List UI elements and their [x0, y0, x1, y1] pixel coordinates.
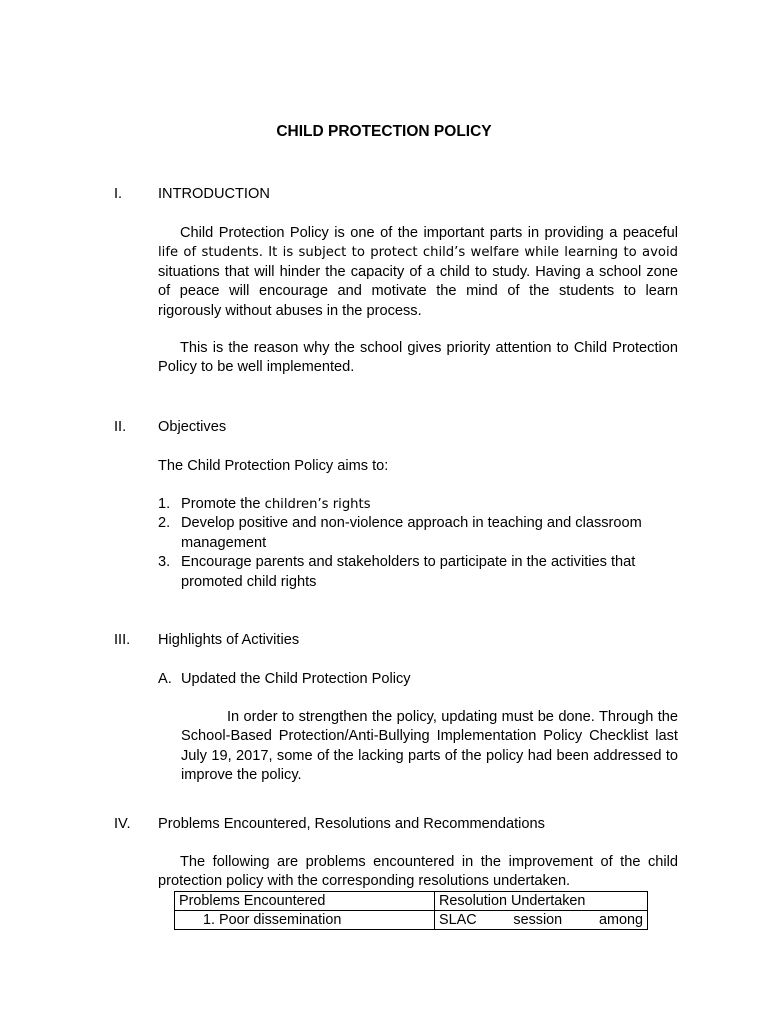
problems-resolutions-table	[174, 891, 648, 930]
introduction-paragraph-1	[158, 224, 678, 321]
list-item	[158, 514, 678, 553]
list-number: 2.	[158, 515, 171, 532]
section-number: IV.	[114, 816, 131, 832]
section-label: INTRODUCTION	[158, 186, 270, 202]
section-label: Highlights of Activities	[158, 632, 300, 648]
list-text-emphasis: children’s rights	[264, 497, 371, 512]
section-label: Objectives	[158, 419, 227, 435]
highlights-paragraph: In order to strengthen the policy, updating must be done. Through the School-Based Protection/Anti-Bullying Implementation Policy Checklist last July 19, 2017, some of the lacking parts of the policy had been addressed to improve the policy.	[181, 709, 678, 784]
introduction-paragraph-2: This is the reason why the school gives priority attention to Child Protection Policy to be well implemented.	[158, 340, 678, 376]
problems-paragraph: The following are problems encountered in the improvement of the child protection policy with the corresponding resolutions undertaken.	[158, 854, 678, 890]
section-number: II.	[114, 419, 127, 435]
table-cell: 1. Poor dissemination	[175, 911, 435, 930]
subsection-letter: A.	[158, 671, 172, 687]
subsection-label: Updated the Child Protection Policy	[181, 671, 411, 687]
table-cell: SLAC session among	[435, 911, 648, 930]
intro-text-part-3: situations that will hinder the capacity of a child to study. Having a school zone of peace will encourage and motivate the mind of the students to learn rigorously without abuses in the process.	[158, 263, 678, 319]
list-item	[158, 495, 678, 514]
list-number: 3.	[158, 554, 171, 571]
objectives-list	[158, 495, 678, 592]
section-number: III.	[114, 632, 131, 648]
table-header-cell: Problems Encountered	[175, 892, 435, 911]
table-row	[175, 911, 648, 930]
list-number: 1.	[158, 496, 171, 512]
intro-text-part-1: Child Protection Policy is one of the important parts in providing a peaceful	[180, 225, 678, 241]
section-number: I.	[114, 186, 123, 202]
list-text: Encourage parents and stakeholders to participate in the activities that promoted child rights	[181, 554, 636, 590]
intro-text-part-2: life of students. It is subject to protect child’s welfare while learning to avoid	[158, 245, 678, 261]
table-header-cell: Resolution Undertaken	[435, 892, 648, 911]
table-header-row	[175, 892, 648, 911]
list-text: Develop positive and non-violence approach in teaching and classroom management	[181, 515, 642, 551]
list-item	[158, 553, 678, 592]
objectives-lead: The Child Protection Policy aims to:	[158, 458, 389, 474]
subsection-heading	[158, 670, 411, 689]
section-label: Problems Encountered, Resolutions and Recommendations	[158, 816, 545, 832]
document-title: CHILD PROTECTION POLICY	[276, 123, 492, 140]
list-text: Promote the	[181, 496, 265, 512]
